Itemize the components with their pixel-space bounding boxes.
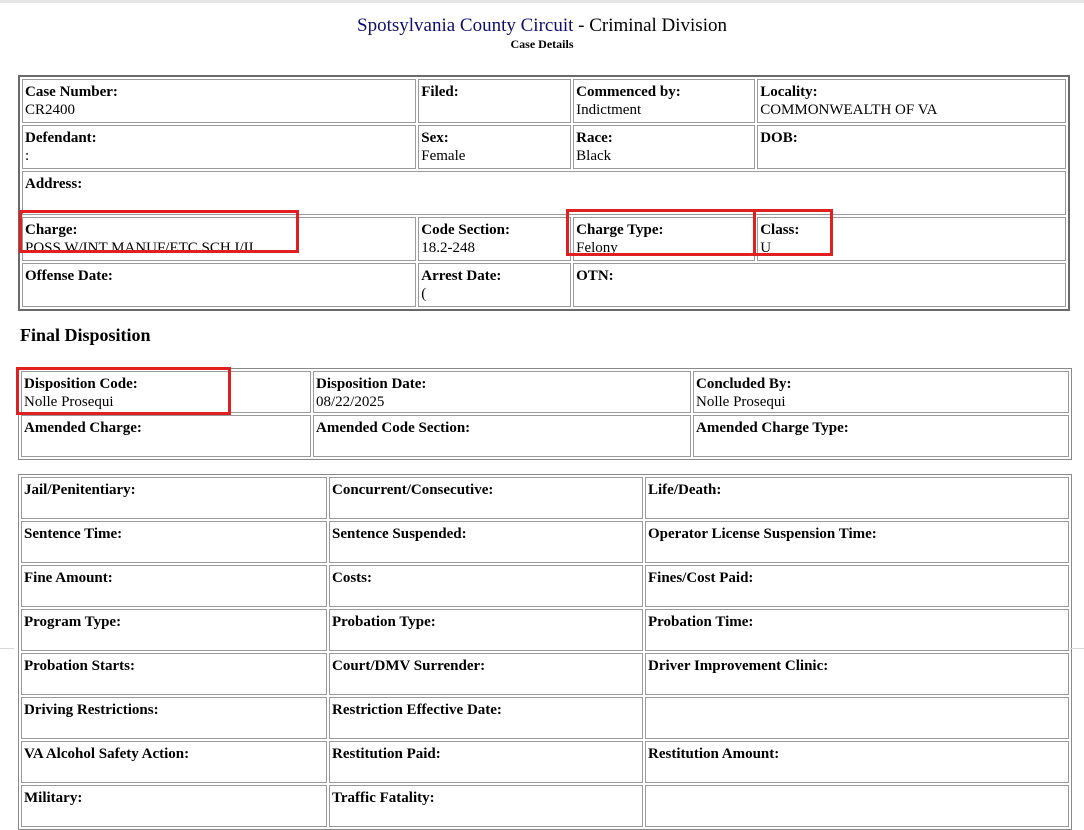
race-cell [573, 125, 755, 169]
code-section-value: 18.2-248 [421, 240, 476, 256]
fines-cost-paid-cell [645, 565, 1069, 607]
fine-amount-cell [21, 565, 327, 607]
concluded-by-label: Concluded By: [696, 376, 792, 392]
address-cell [22, 171, 1066, 215]
program-type-label: Program Type: [24, 614, 122, 630]
defendant-value: : [25, 148, 30, 164]
commenced-label: Commenced by: [576, 84, 681, 100]
concluded-by-value: Nolle Prosequi [696, 394, 786, 410]
empty-cell [645, 697, 1069, 739]
driving-restrictions-label: Driving Restrictions: [24, 702, 159, 718]
life-death-cell [645, 477, 1069, 519]
offense-date-cell [22, 263, 416, 307]
sex-label: Sex: [421, 130, 449, 146]
life-death-label: Life/Death: [648, 482, 722, 498]
charge-cell [22, 217, 416, 261]
probation-starts-cell [21, 653, 327, 695]
probation-time-label: Probation Time: [648, 614, 754, 630]
final-disposition-heading: Final Disposition [20, 325, 151, 345]
sentence-suspended-label: Sentence Suspended: [332, 526, 467, 542]
court-dmv-surrender-label: Court/DMV Surrender: [332, 658, 486, 674]
sex-value: Female [421, 148, 466, 164]
disposition-code-value: Nolle Prosequi [24, 394, 114, 410]
charge-value: POSS W/INT MANUF/ETC SCH I/II [25, 240, 254, 256]
restitution-paid-label: Restitution Paid: [332, 746, 441, 762]
probation-type-label: Probation Type: [332, 614, 436, 630]
charge-type-cell [573, 217, 755, 261]
sentence-details-table [18, 474, 1072, 830]
code-section-label: Code Section: [421, 222, 511, 238]
amended-code-section-cell [313, 415, 691, 457]
charge-type-value: Felony [576, 240, 618, 256]
restitution-amount-cell [645, 741, 1069, 783]
program-type-cell [21, 609, 327, 651]
class-cell [757, 217, 1066, 261]
defendant-label: Defendant: [25, 130, 97, 146]
page-divider-left [0, 648, 14, 649]
commenced-cell [573, 79, 755, 123]
jail-penitentiary-label: Jail/Penitentiary: [24, 482, 136, 498]
filed-label: Filed: [421, 84, 459, 100]
page-header [0, 15, 1084, 51]
locality-value: COMMONWEALTH OF VA [760, 102, 938, 118]
restitution-paid-cell [329, 741, 643, 783]
amended-charge-cell [21, 415, 311, 457]
race-value: Black [576, 148, 612, 164]
concluded-by-cell [693, 371, 1069, 413]
address-label: Address: [25, 176, 83, 192]
class-label: Class: [760, 222, 800, 238]
amended-charge-label: Amended Charge: [24, 420, 142, 436]
code-section-cell [418, 217, 571, 261]
amended-code-section-label: Amended Code Section: [316, 420, 471, 436]
disposition-date-value: 08/22/2025 [316, 394, 385, 410]
fines-cost-paid-label: Fines/Cost Paid: [648, 570, 754, 586]
page-divider-right [1070, 648, 1084, 649]
disposition-date-cell [313, 371, 691, 413]
license-suspension-label: Operator License Suspension Time: [648, 526, 877, 542]
fine-amount-label: Fine Amount: [24, 570, 113, 586]
arrest-date-value: ( [421, 286, 427, 302]
race-label: Race: [576, 130, 613, 146]
dob-label: DOB: [760, 130, 798, 146]
division-name: Criminal Division [589, 15, 727, 36]
va-alcohol-safety-action-label: VA Alcohol Safety Action: [24, 746, 190, 762]
disposition-code-label: Disposition Code: [24, 376, 138, 392]
court-dmv-surrender-cell [329, 653, 643, 695]
driving-restrictions-cell [21, 697, 327, 739]
case-number-value: CR2400 [25, 102, 76, 118]
otn-cell [573, 263, 1066, 307]
restriction-effective-date-label: Restriction Effective Date: [332, 702, 502, 718]
sentence-time-label: Sentence Time: [24, 526, 123, 542]
locality-cell [757, 79, 1066, 123]
title-separator: - [573, 15, 590, 36]
costs-label: Costs: [332, 570, 372, 586]
disposition-date-label: Disposition Date: [316, 376, 427, 392]
jail-penitentiary-cell [21, 477, 327, 519]
sentence-suspended-cell [329, 521, 643, 563]
probation-type-cell [329, 609, 643, 651]
restitution-amount-label: Restitution Amount: [648, 746, 780, 762]
sex-cell [418, 125, 571, 169]
defendant-cell [22, 125, 416, 169]
final-disposition-table [18, 368, 1072, 460]
charge-label: Charge: [25, 222, 78, 238]
case-details-table [18, 75, 1070, 311]
restriction-effective-date-cell [329, 697, 643, 739]
arrest-date-cell [418, 263, 571, 307]
traffic-fatality-label: Traffic Fatality: [332, 790, 435, 806]
concurrent-consecutive-label: Concurrent/Consecutive: [332, 482, 494, 498]
otn-label: OTN: [576, 268, 614, 284]
amended-charge-type-cell [693, 415, 1069, 457]
va-alcohol-safety-action-cell [21, 741, 327, 783]
sentence-time-cell [21, 521, 327, 563]
driver-improvement-clinic-label: Driver Improvement Clinic: [648, 658, 829, 674]
offense-date-label: Offense Date: [25, 268, 113, 284]
filed-cell [418, 79, 571, 123]
page-subtitle: Case Details [510, 37, 574, 51]
page-title [0, 15, 1084, 37]
dob-cell [757, 125, 1066, 169]
costs-cell [329, 565, 643, 607]
driver-improvement-clinic-cell [645, 653, 1069, 695]
commenced-value: Indictment [576, 102, 642, 118]
license-suspension-cell [645, 521, 1069, 563]
military-label: Military: [24, 790, 83, 806]
class-value: U [760, 240, 772, 256]
amended-charge-type-label: Amended Charge Type: [696, 420, 849, 436]
disposition-code-cell [21, 371, 311, 413]
arrest-date-label: Arrest Date: [421, 268, 502, 284]
court-name: Spotsylvania County Circuit [357, 15, 574, 36]
locality-label: Locality: [760, 84, 818, 100]
case-number-label: Case Number: [25, 84, 118, 100]
concurrent-consecutive-cell [329, 477, 643, 519]
charge-type-label: Charge Type: [576, 222, 664, 238]
probation-time-cell [645, 609, 1069, 651]
case-number-cell [22, 79, 416, 123]
probation-starts-label: Probation Starts: [24, 658, 135, 674]
